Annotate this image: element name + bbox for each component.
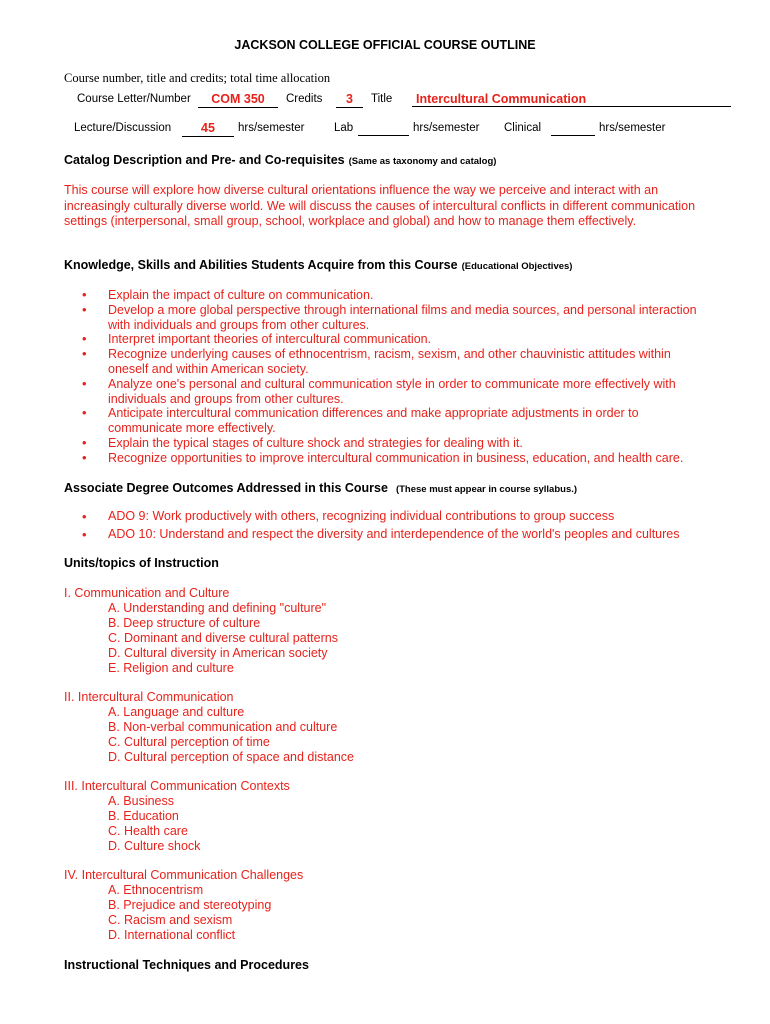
unit-topic: E. Religion and culture [108,661,234,675]
bullet-icon: • [82,405,87,421]
bullet-icon: • [82,449,87,465]
bullet-icon: • [82,434,87,450]
clinical-hours-field[interactable] [551,122,595,136]
unit-title: IV. Intercultural Communication Challenges [64,868,304,882]
unit-group-3 [64,779,290,854]
unit-topic: D. Cultural diversity in American society [108,646,328,660]
bullet-icon: • [82,331,87,347]
unit-topic: C. Cultural perception of time [108,735,270,749]
units-heading: Units/topics of Instruction [64,556,219,570]
course-title-field[interactable]: Intercultural Communication [412,92,731,107]
credits-field[interactable]: 3 [336,92,363,108]
unit-title: III. Intercultural Communication Contexts [64,779,290,793]
unit-title: II. Intercultural Communication [64,690,234,704]
unit-topic: B. Prejudice and stereotyping [108,898,272,912]
unit-topic: A. Language and culture [108,705,245,719]
ado-heading [64,481,577,495]
unit-topic: D. Culture shock [108,839,201,853]
hours-row [0,122,770,142]
allocation-label: Course number, title and credits; total time allocation [64,71,331,85]
bullet-icon: • [82,375,87,391]
lecture-label: Lecture/Discussion [74,122,172,134]
unit-group-2 [64,690,354,765]
unit-topic: B. Deep structure of culture [108,616,261,630]
unit-title: I. Communication and Culture [64,586,230,600]
ado-heading-text: Associate Degree Outcomes Addressed in this Course [64,481,388,495]
unit-topic: D. Cultural perception of space and distance [108,750,354,764]
lecture-hours-field[interactable]: 45 [182,121,234,137]
catalog-description: This course will explore how diverse cultural orientations influence the way we perceive and interact with an increasingly culturally diverse world. We will discuss the causes of intercultural conflicts in different communication settings (interpersonal, small group, school, workplace and global) and how to manage them effectively. [64,183,696,228]
bullet-icon: • [82,346,87,362]
unit-group-1 [64,586,338,676]
unit-group-4 [64,868,303,943]
unit-topic: C. Dominant and diverse cultural patterns [108,631,338,645]
list-item: • Recognize underlying causes of ethnocentrism, racism, sexism, and other chauvinistic attitudes within oneself and within American society. [82,346,671,376]
techniques-heading: Instructional Techniques and Procedures [64,958,309,972]
ado-heading-note: (These must appear in course syllabus.) [395,484,578,495]
document-title: JACKSON COLLEGE OFFICIAL COURSE OUTLINE [234,38,536,52]
credits-label: Credits [286,93,323,105]
lecture-unit: hrs/semester [238,122,305,134]
list-item: • ADO 10: Understand and respect the diversity and interdependence of the world's peoples and cultures [82,526,680,542]
ksa-heading-text: Knowledge, Skills and Abilities Students Acquire from this Course [64,258,458,272]
list-item: • Explain the impact of culture on communication. [82,287,374,302]
unit-topic: A. Ethnocentrism [108,883,204,897]
ksa-list [64,288,704,466]
course-letter-number-field[interactable]: COM 350 [198,92,278,108]
list-item: • Recognize opportunities to improve intercultural communication in business, education, and health care. [82,449,684,465]
unit-topic: A. Understanding and defining "culture" [108,601,327,615]
list-item: • Interpret important theories of intercultural communication. [82,331,432,347]
unit-topic: C. Health care [108,824,188,838]
unit-topic: B. Non-verbal communication and culture [108,720,338,734]
list-item: • Develop a more global perspective through international films and media sources, and personal interaction with individuals and groups from other cultures. [82,301,697,332]
course-row [0,93,770,113]
catalog-heading-text: Catalog Description and Pre- and Co-requisites [64,153,345,167]
ksa-heading [64,258,572,272]
list-item: • Explain the typical stages of culture shock and strategies for dealing with it. [82,434,523,450]
unit-topic: B. Education [108,809,179,823]
unit-topic: D. International conflict [108,928,236,942]
ksa-heading-note: (Educational Objectives) [461,261,573,272]
course-letter-number-label: Course Letter/Number [77,93,191,105]
list-item: • ADO 9: Work productively with others, recognizing individual contributions to group success [82,509,615,524]
lab-unit: hrs/semester [413,122,480,134]
clinical-unit: hrs/semester [599,122,666,134]
catalog-heading [64,153,496,167]
unit-topic: C. Racism and sexism [108,913,233,927]
list-item: • Analyze one's personal and cultural communication style in order to communicate more effectively with individuals and groups from other cultures. [82,375,676,406]
title-label: Title [371,93,393,105]
bullet-icon: • [82,301,87,317]
list-item: • Anticipate intercultural communication differences and make appropriate adjustments in order to communicate more effectively. [82,405,639,436]
ado-list [64,508,704,543]
bullet-icon: • [82,287,87,302]
lab-label: Lab [334,122,354,134]
bullet-icon: • [82,509,87,524]
lab-hours-field[interactable] [358,122,409,136]
unit-topic: A. Business [108,794,175,808]
catalog-heading-note: (Same as taxonomy and catalog) [348,156,497,167]
clinical-label: Clinical [504,122,542,134]
bullet-icon: • [82,526,87,542]
